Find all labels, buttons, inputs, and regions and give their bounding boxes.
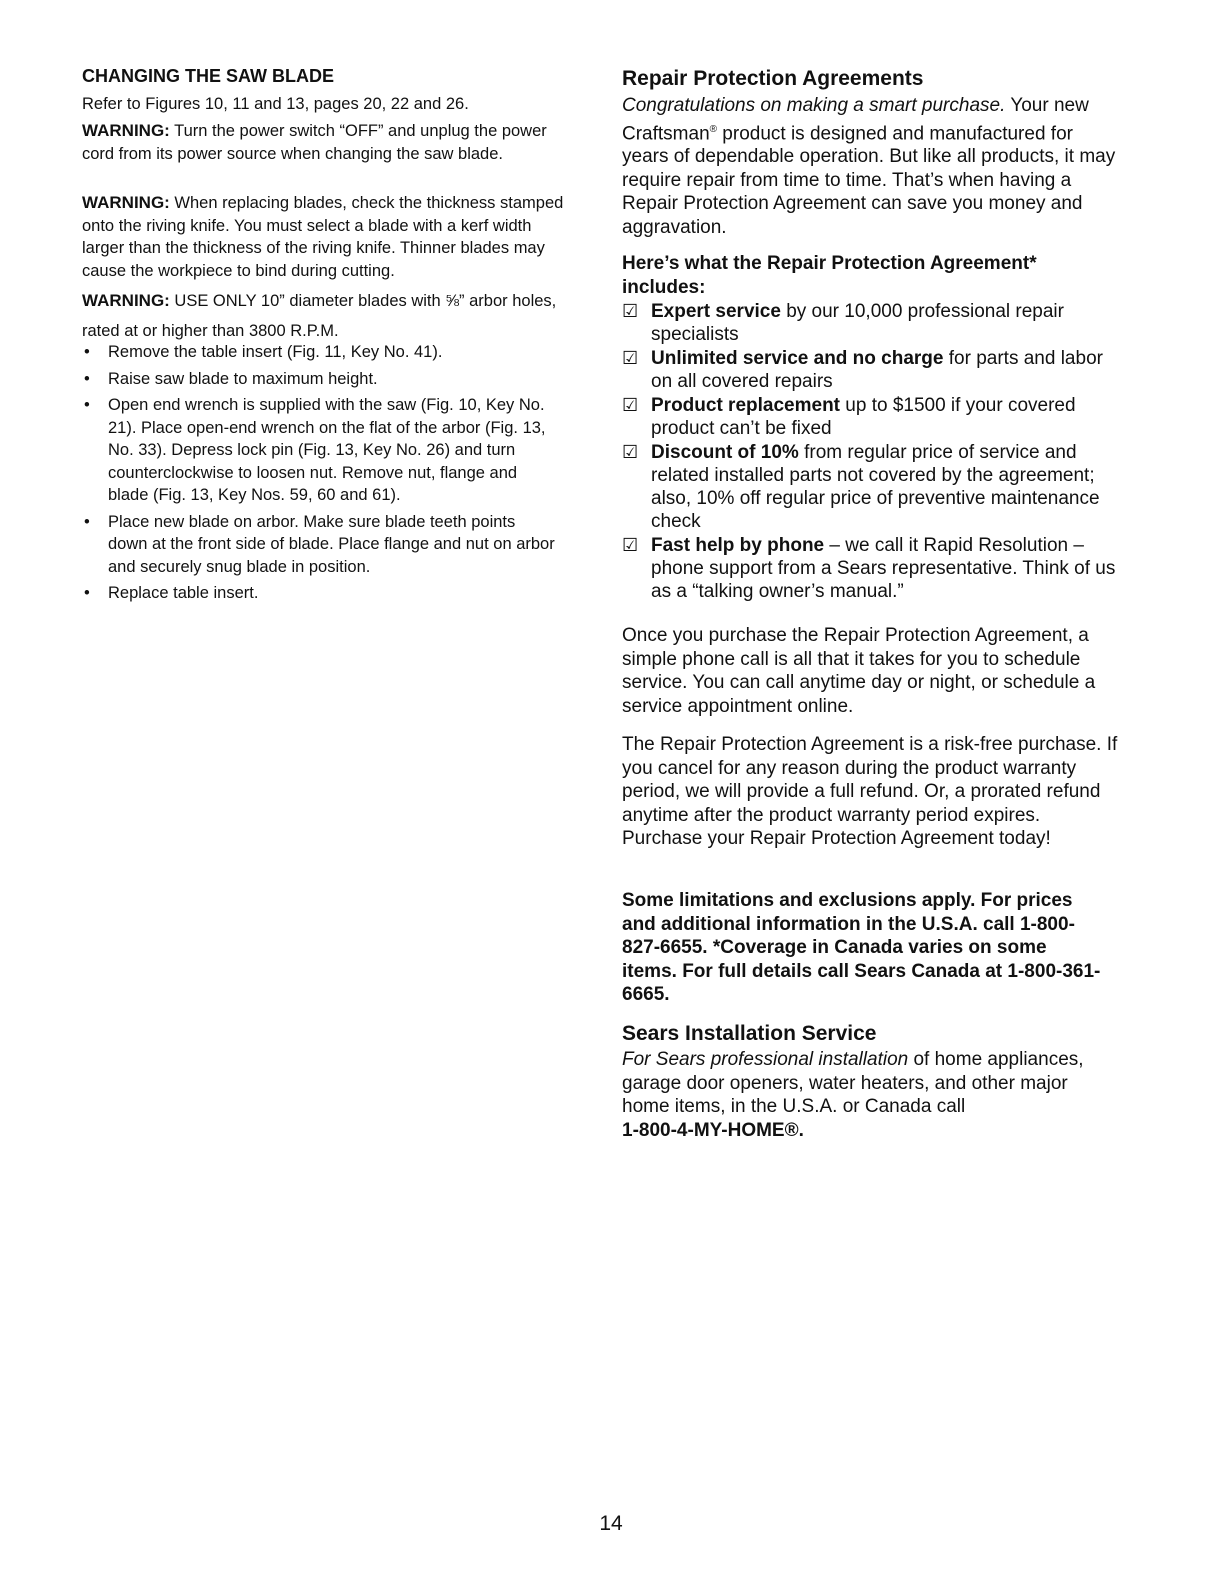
checkbox-checked-icon: ☑ <box>622 442 639 462</box>
list-item: ☑ Fast help by phone – we call it Rapid Resolution – phone support from a Sears representative. Think of us as a “talking owner’s manual.” <box>622 535 1116 602</box>
install-phone: 1-800-4-MY-HOME®. <box>622 1119 804 1141</box>
list-item: • Raise saw blade to maximum height. <box>82 368 572 391</box>
list-item: ☑ Discount of 10% from regular price of service and related installed parts not covered by the agreement; also, 10% off regular price of preventive maintenance check <box>622 442 1100 532</box>
rpa-includes-list <box>622 300 1122 604</box>
warning-label: WARNING: <box>82 121 170 140</box>
checkbox-checked-icon: ☑ <box>622 535 639 555</box>
list-item: • Open end wrench is supplied with the saw (Fig. 10, Key No. 21). Place open-end wrench on the flat of the arbor (Fig. 13, No. 33). Depress lock pin (Fig. 13, Key No. 26) and turn counterclockwise to loosen nut. Remove nut, flange and blade (Fig. 13, Key Nos. 59, 60 and 61). <box>84 396 546 504</box>
warning-text: Turn the power switch “OFF” and unplug the power cord from its power source when changing the saw blade. <box>82 122 547 163</box>
bullet-icon: • <box>84 369 90 388</box>
checkbox-checked-icon: ☑ <box>622 348 639 368</box>
warning-riving-knife <box>82 192 574 282</box>
warning-power <box>82 120 552 165</box>
section-title-changing-blade: CHANGING THE SAW BLADE <box>82 66 334 86</box>
list-item: • Replace table insert. <box>82 582 572 605</box>
warning-text: When replacing blades, check the thickness stamped onto the riving knife. You must select a blade with a kerf width larger than the thickness of the riving knife. Thinner blades may cause the workpiece to bind during cutting. <box>82 194 564 280</box>
list-item: ☑ Unlimited service and no charge for parts and labor on all covered repairs <box>622 348 1103 392</box>
heading-repair-protection: Repair Protection Agreements <box>622 67 924 90</box>
install-italic: For Sears professional installation <box>622 1049 909 1070</box>
limitations-notice: Some limitations and exclusions apply. For prices and additional information in the U.S.A. call 1-800-827-6655. *Coverage in Canada varies on some items. For full details call Sears Canada at 1-800-361-6665. <box>622 890 1101 1005</box>
page-number: 14 <box>599 1512 623 1535</box>
bullet-icon: • <box>84 512 90 531</box>
bullet-icon: • <box>84 343 90 361</box>
warning-label: WARNING: <box>82 291 170 310</box>
registered-mark: ® <box>709 123 718 135</box>
list-item: ☑ Product replacement up to $1500 if your covered product can’t be fixed <box>622 395 1076 439</box>
checkbox-checked-icon: ☑ <box>622 395 639 415</box>
installation-text: For Sears professional installation of home appliances, garage door openers, water heaters, and other major home items, in the U.S.A. or Canada call 1-800-4-MY-HOME®. <box>622 1049 1084 1141</box>
rpa-paragraph-risk-free: The Repair Protection Agreement is a risk-free purchase. If you cancel for any reason during the product warranty period, we will provide a full refund. Or, a prorated refund anytime after the product warranty period expires. Purchase your Repair Protection Agreement today! <box>622 734 1118 849</box>
checkbox-checked-icon: ☑ <box>622 301 639 321</box>
heading-installation-service: Sears Installation Service <box>622 1022 877 1045</box>
rpa-intro: Congratulations on making a smart purchase. Your new Craftsman® product is designed and manufactured for years of dependable operation. But like all products, it may require repair from time to time. That’s when having a Repair Protection Agreement can save you money and aggravation. <box>622 95 1116 238</box>
list-item: • Place new blade on arbor. Make sure blade teeth points down at the front side of blade. Place flange and nut on arbor and securely snug blade in position. <box>84 512 555 576</box>
rpa-paragraph-schedule: Once you purchase the Repair Protection Agreement, a simple phone call is all that it takes for you to schedule service. You can call anytime day or night, or schedule a service appointment online. <box>622 625 1096 717</box>
warning-blade-size <box>82 286 567 346</box>
bullet-icon: • <box>84 396 90 414</box>
list-item: ☑ Expert service by our 10,000 professional repair specialists <box>622 301 1064 345</box>
includes-heading: Here’s what the Repair Protection Agreement* includes: <box>622 253 1037 298</box>
refer-figures-text: Refer to Figures 10, 11 and 13, pages 20, 22 and 26. <box>82 95 469 113</box>
warning-label: WARNING: <box>82 193 170 212</box>
warning-text: USE ONLY 10” diameter blades with ⅝” arbor holes, rated at or higher than 3800 R.P.M. <box>82 292 557 340</box>
bullet-icon: • <box>84 584 90 602</box>
list-item: • Remove the table insert (Fig. 11, Key No. 41). <box>82 341 572 364</box>
blade-change-steps <box>82 341 572 609</box>
intro-italic: Congratulations on making a smart purchase. <box>622 95 1006 116</box>
